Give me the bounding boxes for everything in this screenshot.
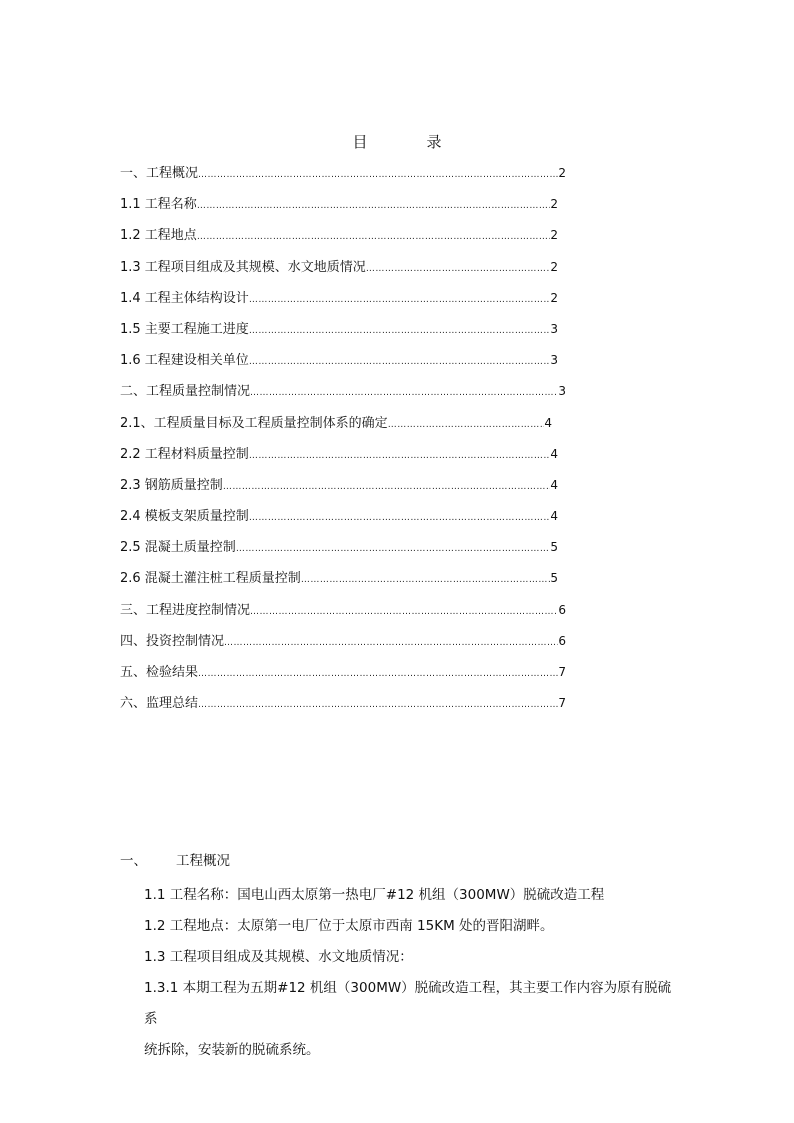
toc-entry-label: 一、工程概况 [120,166,199,181]
toc-entry-page: 6 [558,633,566,648]
paragraph: 1.3 工程项目组成及其规模、水文地质情况： [144,949,413,965]
toc-entry[interactable] [120,536,558,567]
toc-entry[interactable] [120,599,566,630]
toc-leader [249,451,551,461]
toc-entry-page: 4 [544,415,552,430]
toc-leader [249,295,551,305]
toc-leader [301,575,551,585]
toc-entry[interactable] [120,287,558,318]
toc-entry[interactable] [120,256,558,287]
toc-entry-page: 2 [550,259,558,274]
toc-leader [224,638,558,648]
toc-entry[interactable] [120,661,566,692]
toc-entry-page: 3 [550,321,558,336]
toc-leader [249,357,551,367]
toc-entry-page: 7 [558,665,566,679]
toc-entry-label: 1.4 工程主体结构设计 [120,290,249,306]
toc-entry-page: 4 [550,509,558,524]
toc-entry-label: 2.2 工程材料质量控制 [120,446,249,462]
section-heading [120,850,680,872]
toc-entry[interactable] [120,412,552,443]
toc-leader [198,669,558,679]
paragraph: 1.2 工程地点：太原第一电厂位于太原市西南 15KM 处的晋阳湖畔。 [144,918,554,934]
toc-entry-label: 2.5 混凝土质量控制 [120,540,236,556]
toc-entry[interactable] [120,349,558,380]
toc-entry-page: 4 [550,446,558,461]
toc-entry-label: 1.5 主要工程施工进度 [120,321,249,337]
toc-entry-label: 2.4 模板支架质量控制 [120,509,249,525]
toc-entry-label: 三、工程进度控制情况 [120,602,251,618]
toc-entry[interactable] [120,692,566,723]
toc-entry-page: 7 [558,696,566,711]
toc-entry-label: 2.3 钢筋质量控制 [120,477,223,493]
toc-entry-label: 1.6 工程建设相关单位 [120,353,249,369]
toc-entry-label: 1.1 工程名称 [120,197,197,213]
toc-leader [197,232,551,242]
toc-entry[interactable] [120,630,566,661]
toc-entry-label: 1.2 工程地点 [120,228,197,244]
toc-leader [249,326,551,336]
toc-leader [236,544,551,554]
toc-entry-label: 四、投资控制情况 [120,633,225,649]
toc-entry[interactable] [120,380,566,411]
toc-leader [388,420,545,430]
toc-entry-page: 2 [558,166,566,180]
toc-entry-page: 5 [550,540,558,555]
toc-leader [198,700,558,710]
table-of-contents [120,162,566,723]
toc-entry[interactable] [120,505,558,536]
toc-leader [249,513,551,523]
toc-leader [198,170,558,180]
toc-entry-page: 5 [550,571,558,586]
toc-entry[interactable] [120,318,558,349]
toc-entry[interactable] [120,224,558,255]
toc-leader [197,201,551,211]
toc-entry-label: 五、检验结果 [120,665,199,680]
toc-entry-label: 1.3 工程项目组成及其规模、水文地质情况 [120,259,366,275]
toc-entry[interactable] [120,162,566,193]
toc-entry-page: 3 [558,384,566,399]
toc-leader [366,264,551,274]
paragraph: 1.3.1 本期工程为五期#12 机组（300MW）脱硫改造工程，其主要工作内容为原有脱硫系 [144,980,672,1027]
paragraph-continuation: 统拆除，安装新的脱硫系统。 [144,1042,320,1058]
toc-entry[interactable] [120,443,558,474]
section-heading-text: 工程概况 [176,853,230,869]
toc-entry[interactable] [120,193,558,224]
toc-leader [223,482,551,492]
toc-entry-label: 2.6 混凝土灌注桩工程质量控制 [120,571,301,587]
toc-entry-page: 2 [550,290,558,305]
toc-entry-page: 4 [550,477,558,492]
toc-entry[interactable] [120,474,558,505]
toc-leader [250,388,558,398]
toc-entry-page: 2 [550,197,558,212]
toc-title: 目 录 [352,133,464,151]
paragraph: 1.1 工程名称：国电山西太原第一热电厂#12 机组（300MW）脱硫改造工程 [144,887,605,903]
toc-entry-page: 3 [550,353,558,368]
toc-entry-label: 六、监理总结 [120,696,199,712]
toc-entry-page: 6 [558,602,566,617]
toc-entry-label: 二、工程质量控制情况 [120,384,251,400]
toc-entry-page: 2 [550,228,558,243]
section-number: 一、 [120,853,147,869]
toc-entry-label: 2.1、工程质量目标及工程质量控制体系的确定 [120,415,388,431]
toc-leader [250,607,558,617]
section-overview [120,850,680,1066]
toc-entry[interactable] [120,567,558,598]
